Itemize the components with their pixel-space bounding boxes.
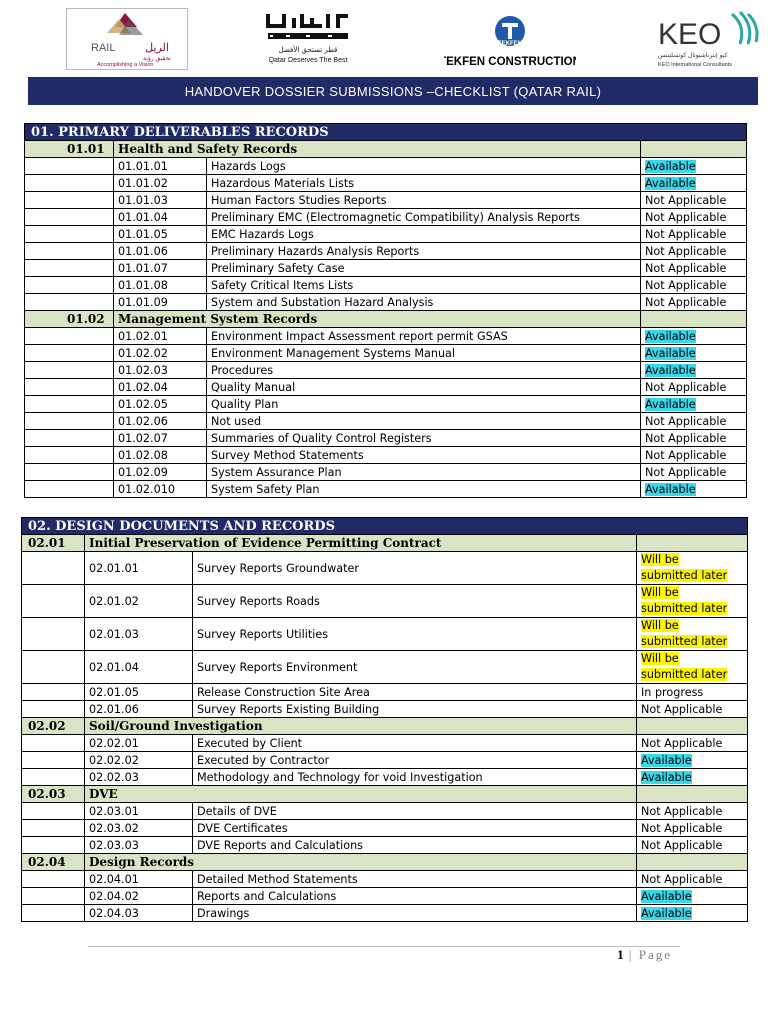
item-code: 01.01.09 [114,294,207,311]
item-description: DVE Reports and Calculations [193,837,637,854]
status-text: Not Applicable [645,295,727,309]
group-status-cell [641,141,747,158]
empty-cell [25,192,114,209]
table-row [25,209,747,226]
item-description: DVE Certificates [193,820,637,837]
item-description: Quality Plan [207,396,641,413]
group-code: 02.03 [22,786,85,803]
item-description: Survey Reports Existing Building [193,701,637,718]
item-code: 01.01.04 [114,209,207,226]
rail-tag-ar: تحقيق رؤية [143,55,171,62]
item-status-cell [641,447,747,464]
status-text: Not Applicable [645,431,727,445]
status-text: Not Applicable [645,244,727,258]
item-description: Survey Reports Utilities [193,618,637,651]
rail-ar-text: الريل [145,41,169,54]
item-code: 02.03.02 [85,820,193,837]
item-description: Hazardous Materials Lists [207,175,641,192]
item-description: Safety Critical Items Lists [207,277,641,294]
footer-divider [88,946,680,947]
group-name: Initial Preservation of Evidence Permitting Contract [85,535,637,552]
tekfen-name: TEKFEN CONSTRUCTION [444,56,576,68]
item-code: 02.01.06 [85,701,193,718]
section-heading-text: 02. DESIGN DOCUMENTS AND RECORDS [22,518,748,535]
item-code: 02.01.03 [85,618,193,651]
empty-cell [22,769,85,786]
empty-cell [22,905,85,922]
item-status-cell [637,684,748,701]
status-text: Not Applicable [641,736,723,750]
table-row [22,585,748,618]
empty-cell [25,345,114,362]
table-row [25,175,747,192]
item-code: 02.02.03 [85,769,193,786]
group-name: Soil/Ground Investigation [85,718,637,735]
empty-cell [22,837,85,854]
ashghal-sub-ar: قطر تستحق الأفضل [278,46,338,54]
table-row [22,618,748,651]
empty-cell [25,396,114,413]
item-description: Reports and Calculations [193,888,637,905]
item-description: Summaries of Quality Control Registers [207,430,641,447]
status-text: Not Applicable [645,465,727,479]
item-status-cell [641,294,747,311]
item-status-cell [637,701,748,718]
status-text: Not Applicable [641,838,723,852]
table-row [22,871,748,888]
group-row [25,311,747,328]
item-status-cell [641,430,747,447]
status-text: Not Applicable [645,414,727,428]
item-code: 01.02.05 [114,396,207,413]
item-description: Detailed Method Statements [193,871,637,888]
item-description: Methodology and Technology for void Investigation [193,769,637,786]
group-name: Health and Safety Records [114,141,641,158]
keo-waves-icon [732,12,757,44]
empty-cell [25,277,114,294]
table-row [25,447,747,464]
item-description: Executed by Client [193,735,637,752]
group-row [22,786,748,803]
status-text: Not Applicable [645,278,727,292]
status-text: Available [645,346,696,360]
status-text: Available [641,889,692,903]
group-status-cell [637,718,748,735]
item-code: 01.01.01 [114,158,207,175]
status-text-line: Will be [641,619,679,632]
group-row [22,718,748,735]
document-title: HANDOVER DOSSIER SUBMISSIONS –CHECKLIST (QATAR RAIL) [28,77,758,105]
item-description: Quality Manual [207,379,641,396]
item-code: 02.01.01 [85,552,193,585]
table-row [25,379,747,396]
table-row [22,837,748,854]
empty-cell [25,447,114,464]
empty-cell [25,362,114,379]
item-description: Survey Reports Environment [193,651,637,684]
empty-cell [22,803,85,820]
item-code: 01.02.010 [114,481,207,498]
group-code: 02.02 [22,718,85,735]
item-description: Survey Reports Groundwater [193,552,637,585]
item-description: Preliminary Hazards Analysis Reports [207,243,641,260]
item-status-cell [637,752,748,769]
item-code: 01.02.08 [114,447,207,464]
status-text-line: Will be [641,652,679,665]
rail-emblem-icon [107,13,143,35]
status-text: Available [641,906,692,920]
empty-cell [25,175,114,192]
table-row [25,345,747,362]
table-row [25,226,747,243]
group-status-cell [637,535,748,552]
status-text: Available [645,397,696,411]
item-status-cell [641,362,747,379]
table-row [25,481,747,498]
rail-en-text: RAIL [91,42,116,54]
item-status-cell [637,651,748,684]
item-description: Hazards Logs [207,158,641,175]
item-status-cell [641,260,747,277]
item-code: 01.02.04 [114,379,207,396]
table-row [22,684,748,701]
empty-cell [25,158,114,175]
table-row [22,701,748,718]
status-text: Not Applicable [645,380,727,394]
tekfen-badge-text: TEKFEN [498,41,522,47]
item-status-cell [637,618,748,651]
item-code: 01.02.09 [114,464,207,481]
table-row [22,769,748,786]
page-number: 1 [617,947,624,962]
item-description: Environment Management Systems Manual [207,345,641,362]
empty-cell [22,552,85,585]
item-description: Executed by Contractor [193,752,637,769]
empty-cell [22,618,85,651]
page-footer [617,947,672,963]
empty-cell [25,243,114,260]
qatar-rail-logo [66,8,188,70]
empty-cell [22,871,85,888]
status-text: Not Applicable [641,702,723,716]
status-text: Not Applicable [645,193,727,207]
item-code: 01.01.02 [114,175,207,192]
empty-cell [22,820,85,837]
group-name: DVE [85,786,637,803]
page-label: Page [638,947,672,962]
item-code: 01.01.05 [114,226,207,243]
item-description: Survey Reports Roads [193,585,637,618]
item-status-cell [637,871,748,888]
group-row [25,141,747,158]
item-description: Survey Method Statements [207,447,641,464]
section-heading [25,124,747,141]
item-description: System and Substation Hazard Analysis [207,294,641,311]
table-row [25,430,747,447]
keo-text: KEO [658,18,722,51]
item-status-cell [637,585,748,618]
table-row [25,396,747,413]
empty-cell [25,413,114,430]
design-documents-table [21,517,748,922]
item-status-cell [641,379,747,396]
item-code: 01.02.03 [114,362,207,379]
table-row [25,192,747,209]
item-description: System Assurance Plan [207,464,641,481]
empty-cell [22,752,85,769]
item-status-cell [637,769,748,786]
item-status-cell [641,328,747,345]
group-name: Design Records [85,854,637,871]
group-status-cell [637,854,748,871]
section-heading [22,518,748,535]
keo-logo [656,8,760,70]
item-description: System Safety Plan [207,481,641,498]
table-row [25,362,747,379]
empty-cell [22,585,85,618]
item-status-cell [641,396,747,413]
status-text: Not Applicable [641,804,723,818]
item-status-cell [641,277,747,294]
status-text: Not Applicable [641,821,723,835]
item-status-cell [637,803,748,820]
empty-cell [25,464,114,481]
item-status-cell [637,837,748,854]
status-text: Not Applicable [645,227,727,241]
group-name: Management System Records [114,311,641,328]
table-row [25,294,747,311]
table-row [25,260,747,277]
status-text: Not Applicable [641,872,723,886]
section-heading-text: 01. PRIMARY DELIVERABLES RECORDS [25,124,747,141]
page-separator: | [628,947,634,962]
empty-cell [25,430,114,447]
item-status-cell [641,481,747,498]
item-status-cell [641,226,747,243]
item-status-cell [641,192,747,209]
ashghal-tagline: Qatar Deserves The Best [268,57,348,64]
item-description: Procedures [207,362,641,379]
table-row [22,905,748,922]
item-description: Preliminary EMC (Electromagnetic Compatibility) Analysis Reports [207,209,641,226]
empty-cell [25,328,114,345]
status-text-line: submitted later [641,602,728,615]
item-code: 01.02.02 [114,345,207,362]
tekfen-logo [444,14,576,70]
status-text: Available [645,159,696,173]
item-code: 02.04.03 [85,905,193,922]
keo-ar-text: كيو إنترناشيونال كونسلتنتس [658,52,728,59]
group-code: 01.02 [25,311,114,328]
item-code: 02.01.05 [85,684,193,701]
status-text-line: submitted later [641,668,728,681]
table-row [25,413,747,430]
empty-cell [22,651,85,684]
empty-cell [22,888,85,905]
item-status-cell [641,413,747,430]
item-description: Preliminary Safety Case [207,260,641,277]
item-description: Human Factors Studies Reports [207,192,641,209]
empty-cell [22,735,85,752]
table-row [25,328,747,345]
status-text: Available [641,770,692,784]
status-text: In progress [641,685,704,699]
status-text: Not Applicable [645,210,727,224]
empty-cell [25,260,114,277]
item-status-cell [641,158,747,175]
group-row [22,535,748,552]
item-code: 02.03.03 [85,837,193,854]
item-description: Details of DVE [193,803,637,820]
item-description: Not used [207,413,641,430]
item-description: EMC Hazards Logs [207,226,641,243]
group-code: 02.04 [22,854,85,871]
rail-tagline: Accomplishing a Vision [97,62,154,68]
status-text: Available [645,482,696,496]
item-code: 02.02.01 [85,735,193,752]
item-status-cell [641,345,747,362]
status-text-line: Will be [641,553,679,566]
item-status-cell [637,552,748,585]
table-row [25,464,747,481]
item-status-cell [641,464,747,481]
status-text: Available [645,176,696,190]
item-status-cell [641,175,747,192]
status-text-line: submitted later [641,569,728,582]
table-row [22,752,748,769]
table-row [22,888,748,905]
table-row [25,277,747,294]
item-description: Environment Impact Assessment report permit GSAS [207,328,641,345]
item-code: 01.01.03 [114,192,207,209]
table-row [22,735,748,752]
item-code: 02.01.04 [85,651,193,684]
item-code: 01.02.01 [114,328,207,345]
group-code: 01.01 [25,141,114,158]
empty-cell [25,209,114,226]
item-description: Drawings [193,905,637,922]
item-code: 02.01.02 [85,585,193,618]
group-row [22,854,748,871]
ashghal-logo [258,12,358,68]
item-code: 02.04.02 [85,888,193,905]
item-status-cell [637,735,748,752]
empty-cell [25,379,114,396]
group-code: 02.01 [22,535,85,552]
group-status-cell [641,311,747,328]
item-status-cell [637,905,748,922]
empty-cell [25,226,114,243]
table-row [22,552,748,585]
table-row [22,803,748,820]
item-description: Release Construction Site Area [193,684,637,701]
empty-cell [22,701,85,718]
table-row [22,820,748,837]
primary-deliverables-table [24,123,747,498]
status-text: Available [645,329,696,343]
table-row [25,158,747,175]
empty-cell [25,481,114,498]
item-status-cell [641,209,747,226]
status-text: Available [645,363,696,377]
status-text: Available [641,753,692,767]
empty-cell [22,684,85,701]
item-status-cell [637,888,748,905]
status-text-line: Will be [641,586,679,599]
item-code: 01.01.06 [114,243,207,260]
status-text: Not Applicable [645,448,727,462]
item-code: 02.04.01 [85,871,193,888]
item-code: 01.01.07 [114,260,207,277]
table-row [25,243,747,260]
empty-cell [25,294,114,311]
item-status-cell [637,820,748,837]
status-text-line: submitted later [641,635,728,648]
item-code: 02.03.01 [85,803,193,820]
ashghal-emblem-icon [266,14,348,39]
item-code: 01.01.08 [114,277,207,294]
item-code: 01.02.06 [114,413,207,430]
table-row [22,651,748,684]
item-status-cell [641,243,747,260]
group-status-cell [637,786,748,803]
keo-subtitle: KEO International Consultants [658,62,732,68]
status-text: Not Applicable [645,261,727,275]
item-code: 01.02.07 [114,430,207,447]
item-code: 02.02.02 [85,752,193,769]
